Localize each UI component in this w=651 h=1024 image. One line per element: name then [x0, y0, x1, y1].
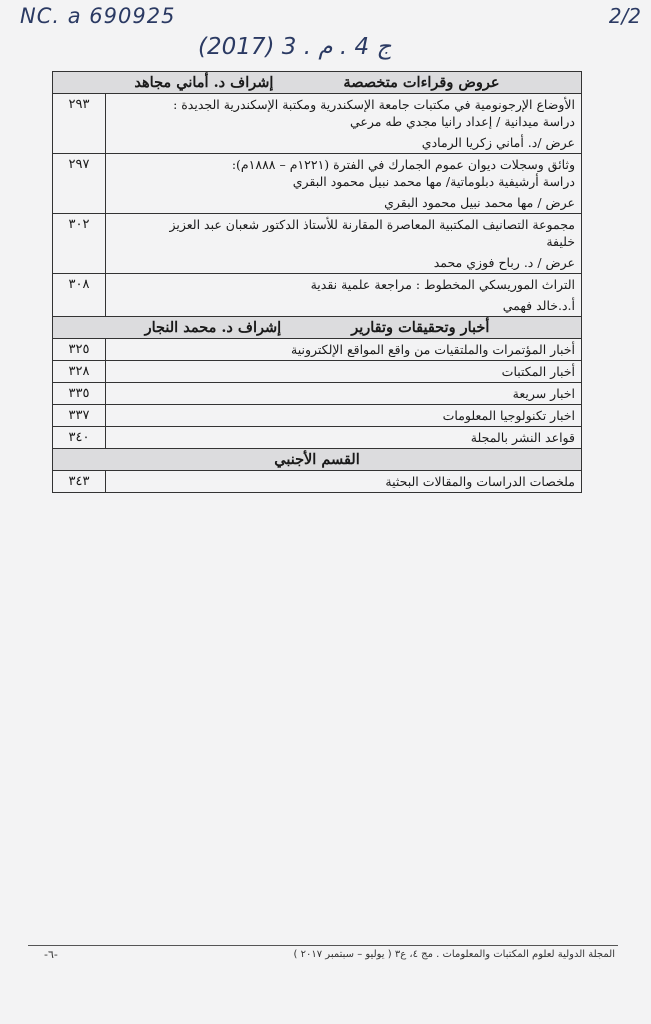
entry-title-line: دراسة ميدانية / إعداد رانيا مجدي طه مرعي [349, 114, 575, 129]
entry-title-cell [106, 94, 582, 154]
entry-page-number: ٣٠٢ [53, 214, 106, 274]
section-header [53, 449, 582, 471]
entry-page-number: ٢٩٧ [53, 154, 106, 214]
section-supervisor: إشراف د. محمد النجار [144, 319, 282, 336]
toc-row [53, 427, 582, 449]
entry-reviewer: عرض / د. رباح فوزي محمد [433, 255, 575, 270]
entry-title-line: دراسة أرشيفية دبلوماتية/ مها محمد نبيل محمود البقري [292, 174, 575, 189]
entry-reviewer: عرض /د. أماني زكريا الرمادي [421, 135, 575, 150]
footer-rule [28, 945, 618, 946]
entry-page-number: ٣٤٠ [53, 427, 106, 449]
toc-row [53, 383, 582, 405]
section-header [53, 317, 582, 339]
entry-page-number: ٣٢٨ [53, 361, 106, 383]
toc-row [53, 361, 582, 383]
section-header-row [53, 449, 582, 471]
entry-title: قواعد النشر بالمجلة [106, 427, 582, 449]
entry-title-line: وثائق وسجلات ديوان عموم الجمارك في الفترة (١٢٢١م – ١٨٨٨م): [231, 157, 575, 172]
entry-title: اخبار سريعة [106, 383, 582, 405]
footer-page-number: -٦- [44, 948, 58, 961]
entry-title-cell [106, 274, 582, 317]
toc-row [53, 154, 582, 214]
entry-title: أخبار المؤتمرات والملتقيات من واقع المواقع الإلكترونية [106, 339, 582, 361]
footer-journal-citation: المجلة الدولية لعلوم المكتبات والمعلومات . مج ٤، ع٣ ( يوليو – سبتمبر ٢٠١٧ ) [293, 949, 615, 960]
entry-page-number: ٣٠٨ [53, 274, 106, 317]
handwritten-page-mark: 2/2 [608, 4, 641, 28]
toc-row [53, 214, 582, 274]
table-of-contents [52, 71, 582, 493]
section-title: عروض وقراءات متخصصة [343, 74, 500, 91]
entry-title-line: مجموعة التصانيف المكتبية المعاصرة المقارنة للأستاذ الدكتور شعبان عبد العزيز [169, 217, 575, 232]
handwritten-issue-mark: (2017) 3 . ج 4 . م [198, 34, 392, 60]
entry-reviewer: أ.د.خالد فهمي [502, 298, 575, 313]
entry-title-cell [106, 214, 582, 274]
entry-page-number: ٣٣٥ [53, 383, 106, 405]
entry-page-number: ٣٣٧ [53, 405, 106, 427]
section-title: أخبار وتحقيقات وتقارير [351, 319, 490, 336]
entry-title: أخبار المكتبات [106, 361, 582, 383]
entry-title-line: التراث الموريسكي المخطوط : مراجعة علمية نقدية [310, 277, 575, 292]
handwritten-reference-number: NC. a 690925 [20, 4, 176, 28]
section-header-row [53, 317, 582, 339]
section-title: القسم الأجنبي [274, 451, 360, 468]
entry-title: اخبار تكنولوجيا المعلومات [106, 405, 582, 427]
entry-reviewer: عرض / مها محمد نبيل محمود البقري [384, 195, 575, 210]
entry-page-number: ٣٢٥ [53, 339, 106, 361]
section-header-row [53, 72, 582, 94]
toc-row [53, 471, 582, 493]
toc-row [53, 94, 582, 154]
entry-title-cell [106, 154, 582, 214]
entry-title: ملخصات الدراسات والمقالات البحثية [106, 471, 582, 493]
entry-page-number: ٣٤٣ [53, 471, 106, 493]
entry-page-number: ٢٩٣ [53, 94, 106, 154]
entry-title-line: الأوضاع الإرجونومية في مكتبات جامعة الإسكندرية ومكتبة الإسكندرية الجديدة : [173, 97, 575, 112]
toc-row [53, 339, 582, 361]
toc-row [53, 405, 582, 427]
entry-title-line: خليفة [546, 234, 575, 249]
section-supervisor: إشراف د. أماني مجاهد [134, 74, 274, 91]
section-header [53, 72, 582, 94]
toc-row [53, 274, 582, 317]
